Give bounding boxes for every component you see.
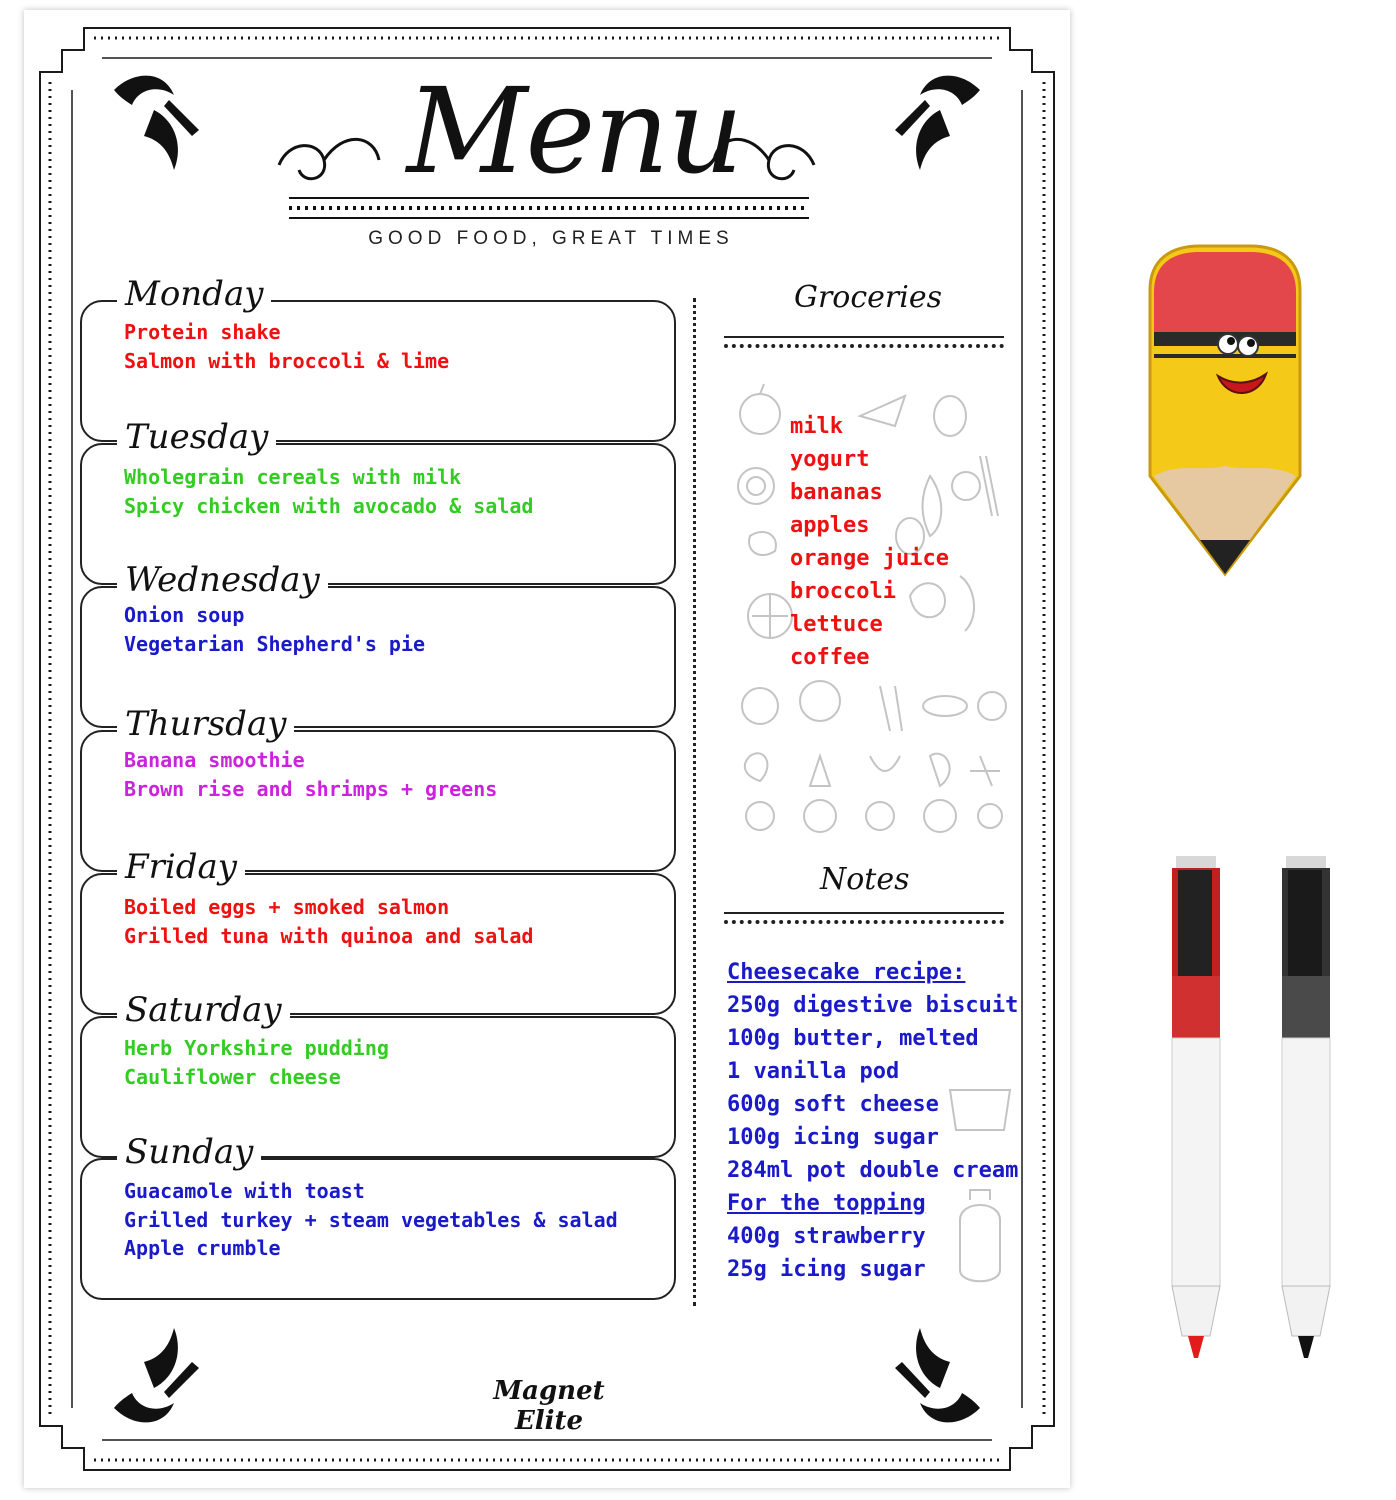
grocery-item: apples bbox=[790, 513, 870, 538]
eye bbox=[1218, 334, 1238, 354]
meal-list-saturday bbox=[124, 1034, 389, 1091]
note-line: 250g digestive biscuit bbox=[727, 993, 1019, 1018]
day-label-saturday: Saturday bbox=[117, 992, 290, 1029]
meal-item: Vegetarian Shepherd's pie bbox=[124, 631, 426, 656]
grocery-item: yogurt bbox=[790, 447, 870, 472]
day-label-friday: Friday bbox=[117, 849, 245, 886]
groceries-rule bbox=[724, 336, 1004, 338]
meal-item: Apple crumble bbox=[124, 1236, 281, 1260]
tagline: GOOD FOOD, GREAT TIMES bbox=[368, 228, 734, 249]
meal-item: Grilled tuna with quinoa and salad bbox=[124, 923, 534, 948]
brand-logo: Magnet Elite bbox=[493, 1376, 605, 1436]
meal-list-sunday bbox=[124, 1177, 618, 1263]
note-line: 600g soft cheese bbox=[727, 1092, 939, 1117]
grocery-item: bananas bbox=[790, 480, 883, 505]
note-line: 1 vanilla pod bbox=[727, 1059, 900, 1084]
notes-rule-dots bbox=[724, 920, 1004, 924]
note-line: 100g icing sugar bbox=[727, 1125, 939, 1150]
meal-list-monday bbox=[124, 318, 449, 375]
meal-item: Brown rise and shrimps + greens bbox=[124, 776, 498, 801]
grocery-item: coffee bbox=[790, 645, 870, 670]
meal-item: Cauliflower cheese bbox=[124, 1064, 341, 1089]
meal-item: Guacamole with toast bbox=[124, 1179, 365, 1203]
meal-item: Protein shake bbox=[124, 320, 281, 344]
black-marker[interactable] bbox=[1272, 846, 1342, 1366]
meal-item: Wholegrain cereals with milk bbox=[124, 465, 462, 489]
grocery-item: broccoli bbox=[790, 579, 896, 604]
notes-list bbox=[727, 956, 1018, 1286]
note-line: For the topping bbox=[727, 1191, 926, 1216]
meal-item: Salmon with broccoli & lime bbox=[124, 348, 450, 373]
grocery-item: orange juice bbox=[790, 546, 949, 571]
notes-title: Notes bbox=[820, 862, 910, 897]
notes-rule bbox=[724, 912, 1004, 914]
grocery-list bbox=[790, 410, 949, 674]
day-label-tuesday: Tuesday bbox=[117, 419, 276, 456]
day-label-thursday: Thursday bbox=[117, 706, 294, 743]
meal-item: Boiled eggs + smoked salmon bbox=[124, 895, 450, 919]
grocery-item: milk bbox=[790, 414, 843, 439]
note-line: 25g icing sugar bbox=[727, 1257, 926, 1282]
pencil-eraser[interactable] bbox=[1140, 240, 1310, 580]
menu-board bbox=[24, 10, 1070, 1488]
red-marker[interactable] bbox=[1162, 846, 1232, 1366]
menu-title: Menu bbox=[406, 62, 742, 200]
note-line: 100g butter, melted bbox=[727, 1026, 979, 1051]
day-label-monday: Monday bbox=[117, 276, 271, 313]
groceries-rule-dots bbox=[724, 344, 1004, 348]
note-line: 284ml pot double cream bbox=[727, 1158, 1019, 1183]
meal-item: Spicy chicken with avocado & salad bbox=[124, 493, 534, 518]
meal-list-wednesday bbox=[124, 601, 425, 658]
meal-list-friday bbox=[124, 893, 533, 950]
grocery-item: lettuce bbox=[790, 612, 883, 637]
meal-item: Grilled turkey + steam vegetables & salad bbox=[124, 1207, 618, 1232]
meal-item: Herb Yorkshire pudding bbox=[124, 1036, 389, 1060]
column-divider bbox=[693, 298, 696, 1306]
note-line: Cheesecake recipe: bbox=[727, 960, 966, 985]
day-label-wednesday: Wednesday bbox=[117, 562, 328, 599]
meal-list-thursday bbox=[124, 746, 497, 803]
meal-item: Onion soup bbox=[124, 603, 245, 627]
note-line: 400g strawberry bbox=[727, 1224, 926, 1249]
meal-list-tuesday bbox=[124, 463, 533, 520]
day-label-sunday: Sunday bbox=[117, 1134, 261, 1171]
eye bbox=[1238, 336, 1258, 356]
groceries-title: Groceries bbox=[794, 280, 943, 315]
meal-item: Banana smoothie bbox=[124, 748, 305, 772]
